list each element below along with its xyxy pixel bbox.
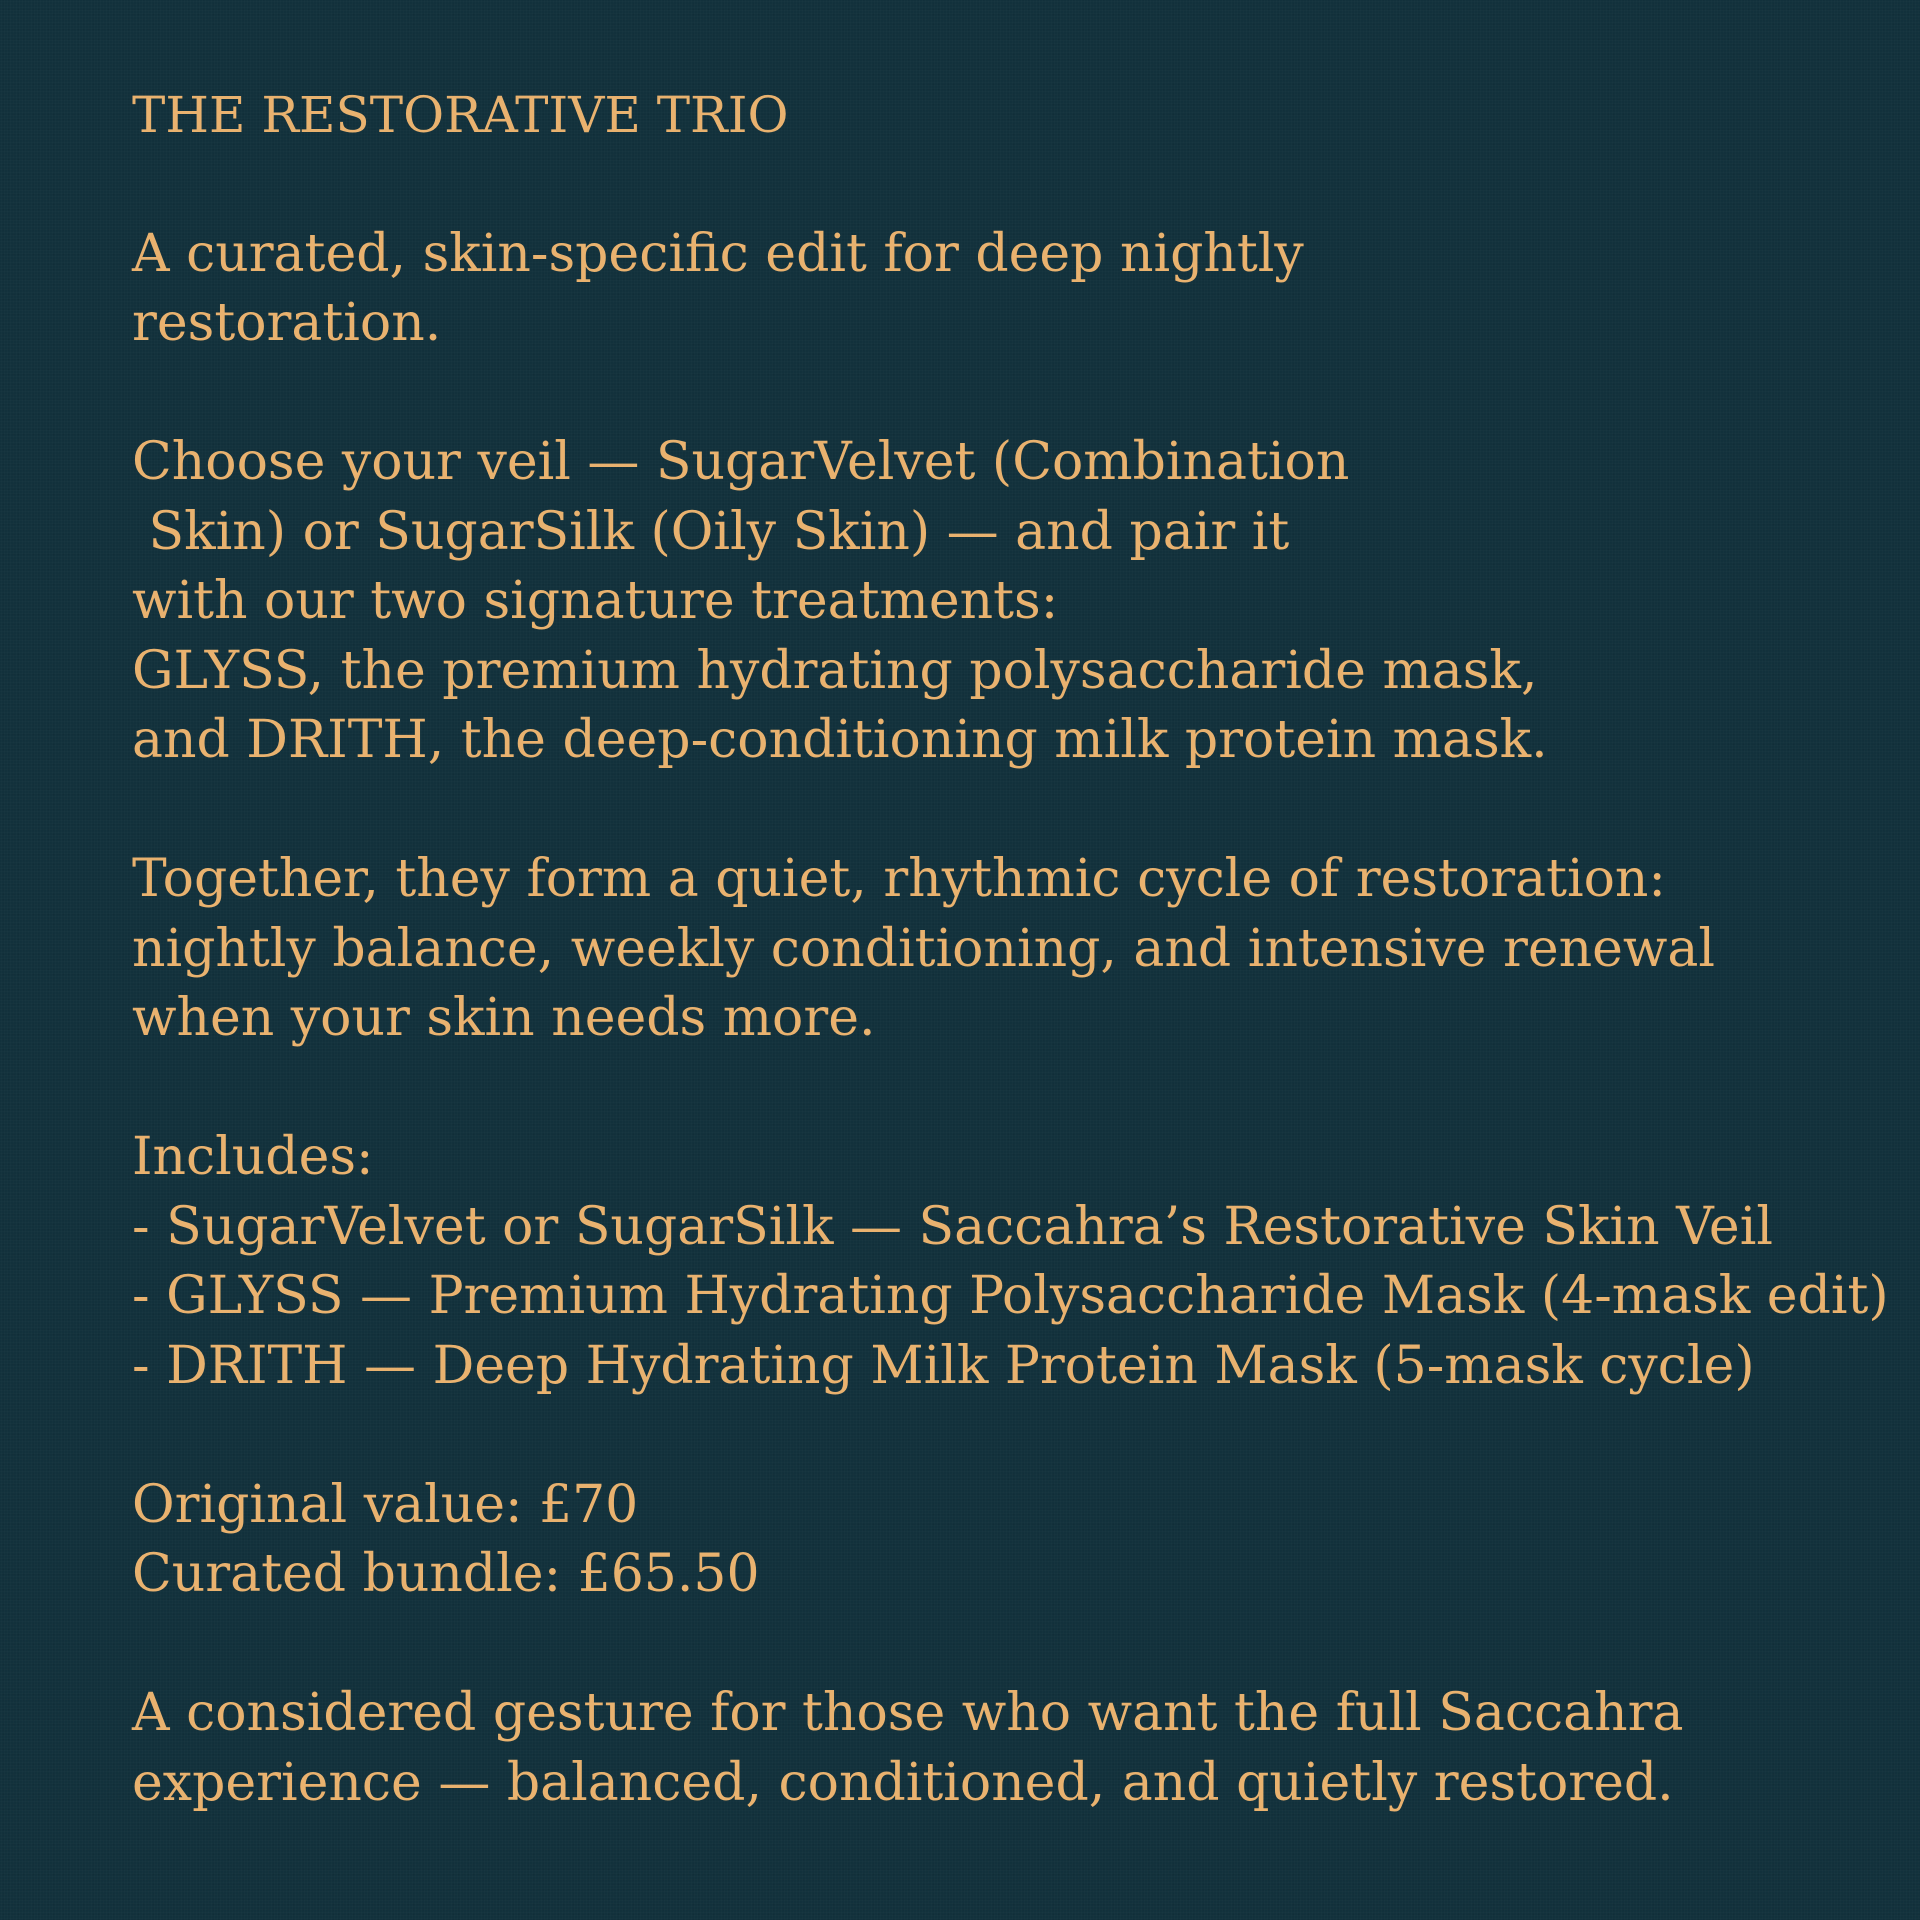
- spacer: [132, 1401, 1832, 1471]
- spacer: [132, 150, 1832, 220]
- together-paragraph: [132, 845, 1832, 1054]
- includes-section: [132, 1123, 1889, 1401]
- bundle-price: Curated bundle: £65.50: [132, 1544, 760, 1604]
- original-price: Original value: £70: [132, 1474, 639, 1535]
- includes-item: - GLYSS — Premium Hydrating Polysaccharide Mask (4-mask edit): [132, 1266, 1889, 1326]
- intro-line: A curated, skin-specific edit for deep nightly: [132, 223, 1304, 284]
- closing-paragraph: [132, 1679, 1832, 1818]
- includes-label: Includes:: [132, 1127, 374, 1187]
- spacer: [132, 776, 1832, 846]
- choose-line: with our two signature treatments:: [132, 571, 1059, 631]
- spacer: [132, 1610, 1832, 1680]
- spacer: [132, 1054, 1832, 1124]
- together-line: nightly balance, weekly conditioning, and intensive renewal: [132, 918, 1716, 979]
- together-line: Together, they form a quiet, rhythmic cycle of restoration:: [132, 849, 1666, 909]
- choose-paragraph: [132, 428, 1832, 776]
- includes-item: - SugarVelvet or SugarSilk — Saccahra’s Restorative Skin Veil: [132, 1196, 1773, 1257]
- choose-line: Choose your veil — SugarVelvet (Combination: [132, 432, 1350, 492]
- choose-line: GLYSS, the premium hydrating polysaccharide mask,: [132, 640, 1538, 701]
- page-title: THE RESTORATIVE TRIO: [132, 86, 789, 144]
- choose-line: Skin) or SugarSilk (Oily Skin) — and pair it: [132, 501, 1290, 562]
- together-line: when your skin needs more.: [132, 988, 876, 1048]
- closing-line: experience — balanced, conditioned, and quietly restored.: [132, 1752, 1674, 1813]
- spacer: [132, 359, 1832, 429]
- includes-item: - DRITH — Deep Hydrating Milk Protein Mask (5-mask cycle): [132, 1335, 1755, 1396]
- choose-line: and DRITH, the deep-conditioning milk protein mask.: [132, 710, 1548, 770]
- intro-paragraph: [132, 220, 1832, 359]
- closing-line: A considered gesture for those who want the full Saccahra: [132, 1683, 1684, 1743]
- intro-line: restoration.: [132, 293, 442, 353]
- product-description: [132, 80, 1889, 1818]
- pricing-section: [132, 1471, 1832, 1610]
